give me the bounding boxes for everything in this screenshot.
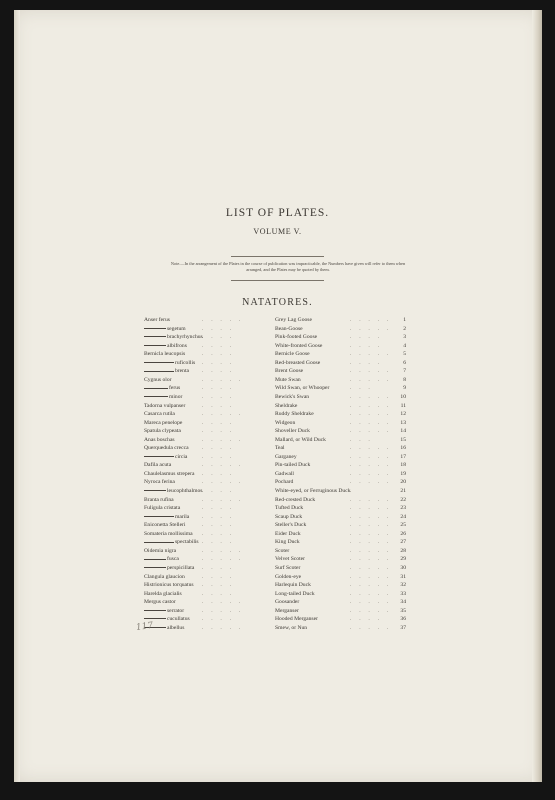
common-name: Pochard: [275, 479, 294, 486]
plate-number: 21: [400, 488, 406, 494]
scientific-name-text: Clangula glaucion: [144, 573, 185, 580]
scientific-name-text: Bernicla leucopsis: [144, 351, 186, 358]
leader-dots: . . . . .: [202, 436, 244, 443]
leader-dots: . . . .: [202, 564, 235, 571]
plate-number: 14: [400, 428, 406, 435]
plate-row: [0, 376, 555, 385]
scientific-name-text: albellus: [167, 624, 185, 631]
plate-row: [0, 333, 555, 342]
leader-dots: . . . .: [202, 453, 235, 460]
plate-number: 15: [400, 436, 406, 443]
scientific-name: [144, 325, 186, 334]
scientific-name-text: brenta: [175, 368, 189, 375]
scientific-name: [144, 478, 175, 487]
common-name: Steller's Duck: [275, 522, 307, 529]
leader-dots: . . . . .: [350, 411, 392, 418]
common-name: Mute Swan: [275, 376, 301, 383]
pencil-annotation: 117: [135, 620, 154, 634]
scientific-name-text: Spatula clypeata: [144, 428, 181, 435]
scientific-name-text: Histrionicus torquatus: [144, 582, 194, 589]
ditto-dash: [144, 610, 166, 611]
common-name: Golden-eye: [275, 573, 302, 580]
leader-dots: . . . . .: [350, 453, 392, 460]
plate-number: 10: [400, 393, 406, 400]
plate-number: 23: [400, 505, 406, 512]
scientific-name: [144, 427, 181, 436]
plate-number: 24: [400, 513, 406, 520]
common-name: Harlequin Duck: [275, 582, 311, 589]
plate-number: 25: [400, 522, 406, 529]
scientific-name: [144, 384, 180, 393]
scientific-name: [144, 555, 179, 564]
common-name: Red-crested Duck: [275, 496, 316, 503]
scientific-name: [144, 436, 175, 445]
scientific-name: [144, 564, 194, 573]
plate-number: 16: [400, 445, 406, 452]
plate-number: 11: [400, 402, 406, 409]
leader-dots: . . . . .: [350, 376, 392, 383]
divider-bottom: [231, 280, 324, 281]
leader-dots: . . . . .: [350, 530, 392, 537]
scientific-name-text: Dafila acuta: [144, 462, 172, 469]
scientific-name-text: cucullatus: [167, 616, 190, 623]
plate-row: [0, 436, 555, 445]
leader-dots: . . . . .: [350, 607, 392, 614]
leader-dots: .: [350, 488, 355, 494]
scientific-name: [144, 607, 184, 616]
leader-dots: . . . .: [350, 342, 383, 349]
leader-dots: . . . .: [350, 616, 383, 623]
common-name: Long-tailed Duck: [275, 590, 315, 597]
scientific-name: [144, 419, 182, 428]
common-name: Eider Duck: [275, 530, 301, 537]
plate-row: [0, 504, 555, 513]
plate-number: 13: [400, 419, 406, 426]
plate-row: [0, 555, 555, 564]
ditto-dash: [144, 362, 174, 363]
plate-row: [0, 402, 555, 411]
leader-dots: . . . . .: [350, 470, 392, 477]
scientific-name: [144, 530, 193, 539]
plate-row: [0, 624, 555, 633]
plate-number: 31: [400, 573, 406, 580]
plate-number: 5: [403, 351, 406, 358]
scientific-name-text: albifrons: [167, 342, 187, 349]
plate-row: [0, 393, 555, 402]
scientific-name: [144, 538, 199, 547]
scientific-name-text: Eniconetta Stelleri: [144, 522, 186, 529]
plate-row: [0, 538, 555, 547]
plate-row: [0, 367, 555, 376]
leader-dots: . . . . .: [202, 317, 244, 323]
leader-dots: . . . . .: [350, 428, 392, 435]
common-name: Shoveller Duck: [275, 428, 310, 435]
leader-dots: . . . .: [350, 359, 383, 366]
scientific-name-text: marila: [175, 513, 190, 520]
scientific-name-text: circia: [175, 453, 188, 460]
leader-dots: . . . . .: [350, 496, 392, 503]
plate-row: [0, 410, 555, 419]
ditto-dash: [144, 559, 166, 560]
leader-dots: . . . .: [202, 351, 235, 358]
leader-dots: . . . . .: [350, 402, 392, 409]
plate-number: 26: [400, 530, 406, 537]
scientific-name-text: Nyroca ferina: [144, 479, 175, 486]
leader-dots: . . . . .: [350, 582, 392, 589]
volume-label: VOLUME V.: [253, 227, 302, 236]
scientific-name-text: Somateria mollissima: [144, 530, 193, 537]
plate-number: 6: [403, 359, 406, 366]
divider-top: [231, 256, 324, 257]
plate-row: [0, 461, 555, 470]
scientific-name: [144, 487, 202, 496]
scientific-name: [144, 521, 185, 530]
scientific-name-text: Branta rufina: [144, 496, 174, 503]
leader-dots: . . . .: [202, 428, 235, 435]
plate-row: [0, 496, 555, 505]
plate-row: [0, 530, 555, 539]
leader-dots: . . . .: [202, 334, 235, 341]
leader-dots: . . . . .: [202, 462, 244, 469]
leader-dots: . . . . .: [202, 411, 244, 418]
plate-row: [0, 384, 555, 393]
leader-dots: . . . .: [202, 488, 235, 494]
scientific-name-text: spectabilis: [175, 539, 199, 546]
leader-dots: . . .: [350, 436, 373, 443]
scientific-name-text: Mergus castor: [144, 599, 176, 606]
scientific-name: [144, 573, 185, 582]
common-name: King Duck: [275, 539, 300, 546]
leader-dots: . . . .: [202, 616, 235, 623]
leader-dots: . . . . .: [202, 624, 244, 631]
leader-dots: . . . .: [350, 334, 383, 341]
leader-dots: . . . .: [202, 368, 235, 375]
scientific-name-text: minor: [169, 393, 183, 400]
common-name: Garganey: [275, 453, 297, 460]
common-name: Bean-Goose: [275, 325, 303, 332]
scientific-name: [144, 581, 194, 590]
leader-dots: . . . . .: [350, 599, 392, 606]
leader-dots: . . . . .: [350, 479, 392, 486]
scientific-name: [144, 504, 180, 513]
plate-row: [0, 547, 555, 556]
scientific-name-text: Fuligula cristata: [144, 505, 181, 512]
leader-dots: . . . . .: [350, 393, 392, 400]
common-name: Wild Swan, or Whooper: [275, 385, 330, 392]
scientific-name-text: Oidemia nigra: [144, 547, 177, 554]
scientific-name-text: Mareca penelope: [144, 419, 183, 426]
leader-dots: . . . .: [202, 573, 235, 580]
scientific-name-text: ruficollis: [175, 359, 196, 366]
scientific-name: [144, 513, 189, 522]
common-name: Hooded Merganser: [275, 616, 318, 623]
ditto-dash: [144, 345, 166, 346]
plate-number: 32: [400, 582, 406, 589]
common-name: Goosander: [275, 599, 300, 606]
leader-dots: . . . . .: [202, 376, 244, 383]
leader-dots: . . . . .: [202, 607, 244, 614]
plate-row: [0, 615, 555, 624]
scientific-name: [144, 470, 194, 479]
common-name: Bewick's Swan: [275, 393, 310, 400]
plate-row: [0, 521, 555, 530]
leader-dots: . . . . .: [350, 624, 392, 631]
scientific-name-text: Cygnus olor: [144, 376, 172, 383]
scientific-name-text: fusca: [167, 556, 179, 563]
scientific-name: [144, 461, 171, 470]
common-name: White-eyed, or Ferruginous Duck: [275, 488, 351, 494]
plate-number: 9: [403, 385, 406, 392]
common-name: Merganser: [275, 607, 299, 614]
scientific-name-text: leucophthalmos: [167, 488, 203, 494]
leader-dots: . . . .: [202, 470, 235, 477]
scientific-name-text: Querquedula crecca: [144, 445, 189, 452]
scientific-name-text: Tadorna vulpanser: [144, 402, 186, 409]
scientific-name: [144, 350, 185, 359]
leader-dots: . . . .: [202, 513, 235, 520]
plate-number: 29: [400, 556, 406, 563]
common-name: Scaup Duck: [275, 513, 303, 520]
plate-number: 35: [400, 607, 406, 614]
plate-row: [0, 590, 555, 599]
leader-dots: . . . . .: [350, 325, 392, 332]
leader-dots: . . . . .: [350, 522, 392, 529]
common-name: Sheldrake: [275, 402, 298, 409]
scientific-name-text: Anser ferus: [144, 317, 170, 323]
leader-dots: . . . . .: [350, 368, 392, 375]
plate-number: 1: [403, 317, 406, 323]
ditto-dash: [144, 396, 168, 397]
common-name: Surf Scoter: [275, 564, 301, 571]
leader-dots: . . . .: [202, 393, 235, 400]
plate-number: 20: [400, 479, 406, 486]
plate-row: [0, 444, 555, 453]
common-name: Gadwall: [275, 470, 294, 477]
plate-number: 34: [400, 599, 406, 606]
common-name: White-fronted Goose: [275, 342, 323, 349]
leader-dots: . . . . .: [350, 539, 392, 546]
scientific-name: [144, 547, 176, 556]
scientific-name: [144, 316, 170, 325]
arrangement-note: Note.—In the arrangement of the Plates in the course of publication was impracticable, the Numbers have given will refer to them when arranged, and the Plates may be quoted by them.: [170, 261, 406, 273]
plate-number: 37: [400, 624, 406, 631]
leader-dots: . . . . .: [350, 556, 392, 563]
plate-row: [0, 581, 555, 590]
plate-row: [0, 564, 555, 573]
common-name: Scoter: [275, 547, 290, 554]
scientific-name: [144, 453, 187, 462]
plate-row: [0, 419, 555, 428]
page-title: LIST OF PLATES.: [225, 207, 330, 219]
scientific-name-text: perspicillata: [167, 564, 195, 571]
plate-number: 3: [403, 334, 406, 341]
plate-number: 12: [400, 411, 406, 418]
common-name: Grey Lag Goose: [275, 317, 312, 323]
scientific-name: [144, 410, 175, 419]
scientific-name: [144, 342, 187, 351]
leader-dots: . . . .: [202, 385, 235, 392]
section-heading: NATATORES.: [242, 297, 313, 308]
leader-dots: . . . .: [202, 522, 235, 529]
leader-dots: . . . .: [202, 402, 235, 409]
ditto-dash: [144, 567, 166, 568]
ditto-dash: [144, 371, 174, 372]
common-name: Pink-footed Goose: [275, 334, 318, 341]
ditto-dash: [144, 336, 166, 337]
leader-dots: . . . . .: [350, 419, 392, 426]
leader-dots: . . . .: [202, 582, 235, 589]
common-name: Velvet Scoter: [275, 556, 305, 563]
scientific-name-text: Anas boschas: [144, 436, 175, 443]
plate-row: [0, 573, 555, 582]
common-name: Bernicle Goose: [275, 351, 310, 358]
plate-row: [0, 598, 555, 607]
plate-number: 27: [400, 539, 406, 546]
plate-number: 2: [403, 325, 406, 332]
plate-number: 7: [403, 368, 406, 375]
scientific-name-text: brachyrhynchus: [167, 334, 203, 341]
leader-dots: . . . . .: [350, 351, 392, 358]
plate-row: [0, 607, 555, 616]
leader-dots: . . . . .: [350, 317, 392, 323]
scientific-name-text: segetum: [167, 325, 186, 332]
plate-row: [0, 325, 555, 334]
plate-row: [0, 427, 555, 436]
leader-dots: . . . . .: [350, 590, 392, 597]
leader-dots: . . . . .: [350, 505, 392, 512]
plate-number: 8: [403, 376, 406, 383]
leader-dots: . . .: [350, 385, 373, 392]
scientific-name: [144, 598, 176, 607]
leader-dots: . . . .: [202, 325, 235, 332]
scientific-name-text: ferus: [169, 385, 181, 392]
common-name: Mallard, or Wild Duck: [275, 436, 326, 443]
plate-number: 17: [400, 453, 406, 460]
scientific-name: [144, 444, 189, 453]
leader-dots: . . . .: [202, 342, 235, 349]
common-name: Tufted Duck: [275, 505, 304, 512]
leader-dots: . . . . .: [350, 547, 392, 554]
plate-number: 22: [400, 496, 406, 503]
common-name: Smew, or Nun: [275, 624, 308, 631]
ditto-dash: [144, 516, 174, 517]
plate-row: [0, 470, 555, 479]
scientific-name-text: Casarca rutila: [144, 411, 175, 418]
plate-number: 30: [400, 564, 406, 571]
plate-row: [0, 478, 555, 487]
leader-dots: . . . . .: [350, 445, 392, 452]
leader-dots: . . . .: [202, 539, 235, 546]
ditto-dash: [144, 388, 168, 389]
ditto-dash: [144, 456, 174, 457]
scientific-name: [144, 402, 185, 411]
scientific-name-text: Harelda glacialis: [144, 590, 182, 597]
plate-row: [0, 316, 555, 325]
plate-row: [0, 487, 555, 496]
leader-dots: . . . .: [202, 445, 235, 452]
plate-number: 28: [400, 547, 406, 554]
common-name: Pin-tailed Duck: [275, 462, 311, 469]
common-name: Teal: [275, 445, 285, 452]
common-name: Widgeon: [275, 419, 296, 426]
scientific-name-text: Chaulelasmus strepera: [144, 470, 195, 477]
common-name: Brent Goose: [275, 368, 304, 375]
ditto-dash: [144, 542, 174, 543]
ditto-dash: [144, 328, 166, 329]
scientific-name: [144, 376, 172, 385]
leader-dots: . . . .: [202, 590, 235, 597]
ditto-dash: [144, 490, 166, 491]
leader-dots: . . . . .: [202, 556, 244, 563]
common-name: Red-breasted Goose: [275, 359, 321, 366]
plate-row: [0, 342, 555, 351]
scientific-name: [144, 359, 195, 368]
scientific-name: [144, 590, 182, 599]
leader-dots: . . . . .: [350, 462, 392, 469]
plate-row: [0, 359, 555, 368]
common-name: Ruddy Sheldrake: [275, 411, 314, 418]
plate-row: [0, 350, 555, 359]
plate-row: [0, 453, 555, 462]
ditto-dash: [144, 618, 166, 619]
leader-dots: . . . . .: [202, 496, 244, 503]
plate-number: 36: [400, 616, 406, 623]
plate-number: 4: [403, 342, 406, 349]
scientific-name: [144, 367, 189, 376]
plate-number: 18: [400, 462, 406, 469]
scientific-name: [144, 333, 203, 342]
leader-dots: . . . . .: [202, 479, 244, 486]
leader-dots: . . . .: [202, 359, 235, 366]
leader-dots: . . . . .: [202, 547, 244, 554]
scientific-name: [144, 393, 182, 402]
scientific-name-text: serrator: [167, 607, 185, 614]
leader-dots: . . . .: [202, 530, 235, 537]
leader-dots: . . . . .: [202, 599, 244, 606]
leader-dots: . . . .: [202, 505, 235, 512]
leader-dots: . . . . .: [350, 573, 392, 580]
leader-dots: . . . .: [202, 419, 235, 426]
plate-number: 33: [400, 590, 406, 597]
plate-number: 19: [400, 470, 406, 477]
scientific-name: [144, 496, 174, 505]
leader-dots: . . . . .: [350, 513, 392, 520]
leader-dots: . . . . .: [350, 564, 392, 571]
plate-row: [0, 513, 555, 522]
